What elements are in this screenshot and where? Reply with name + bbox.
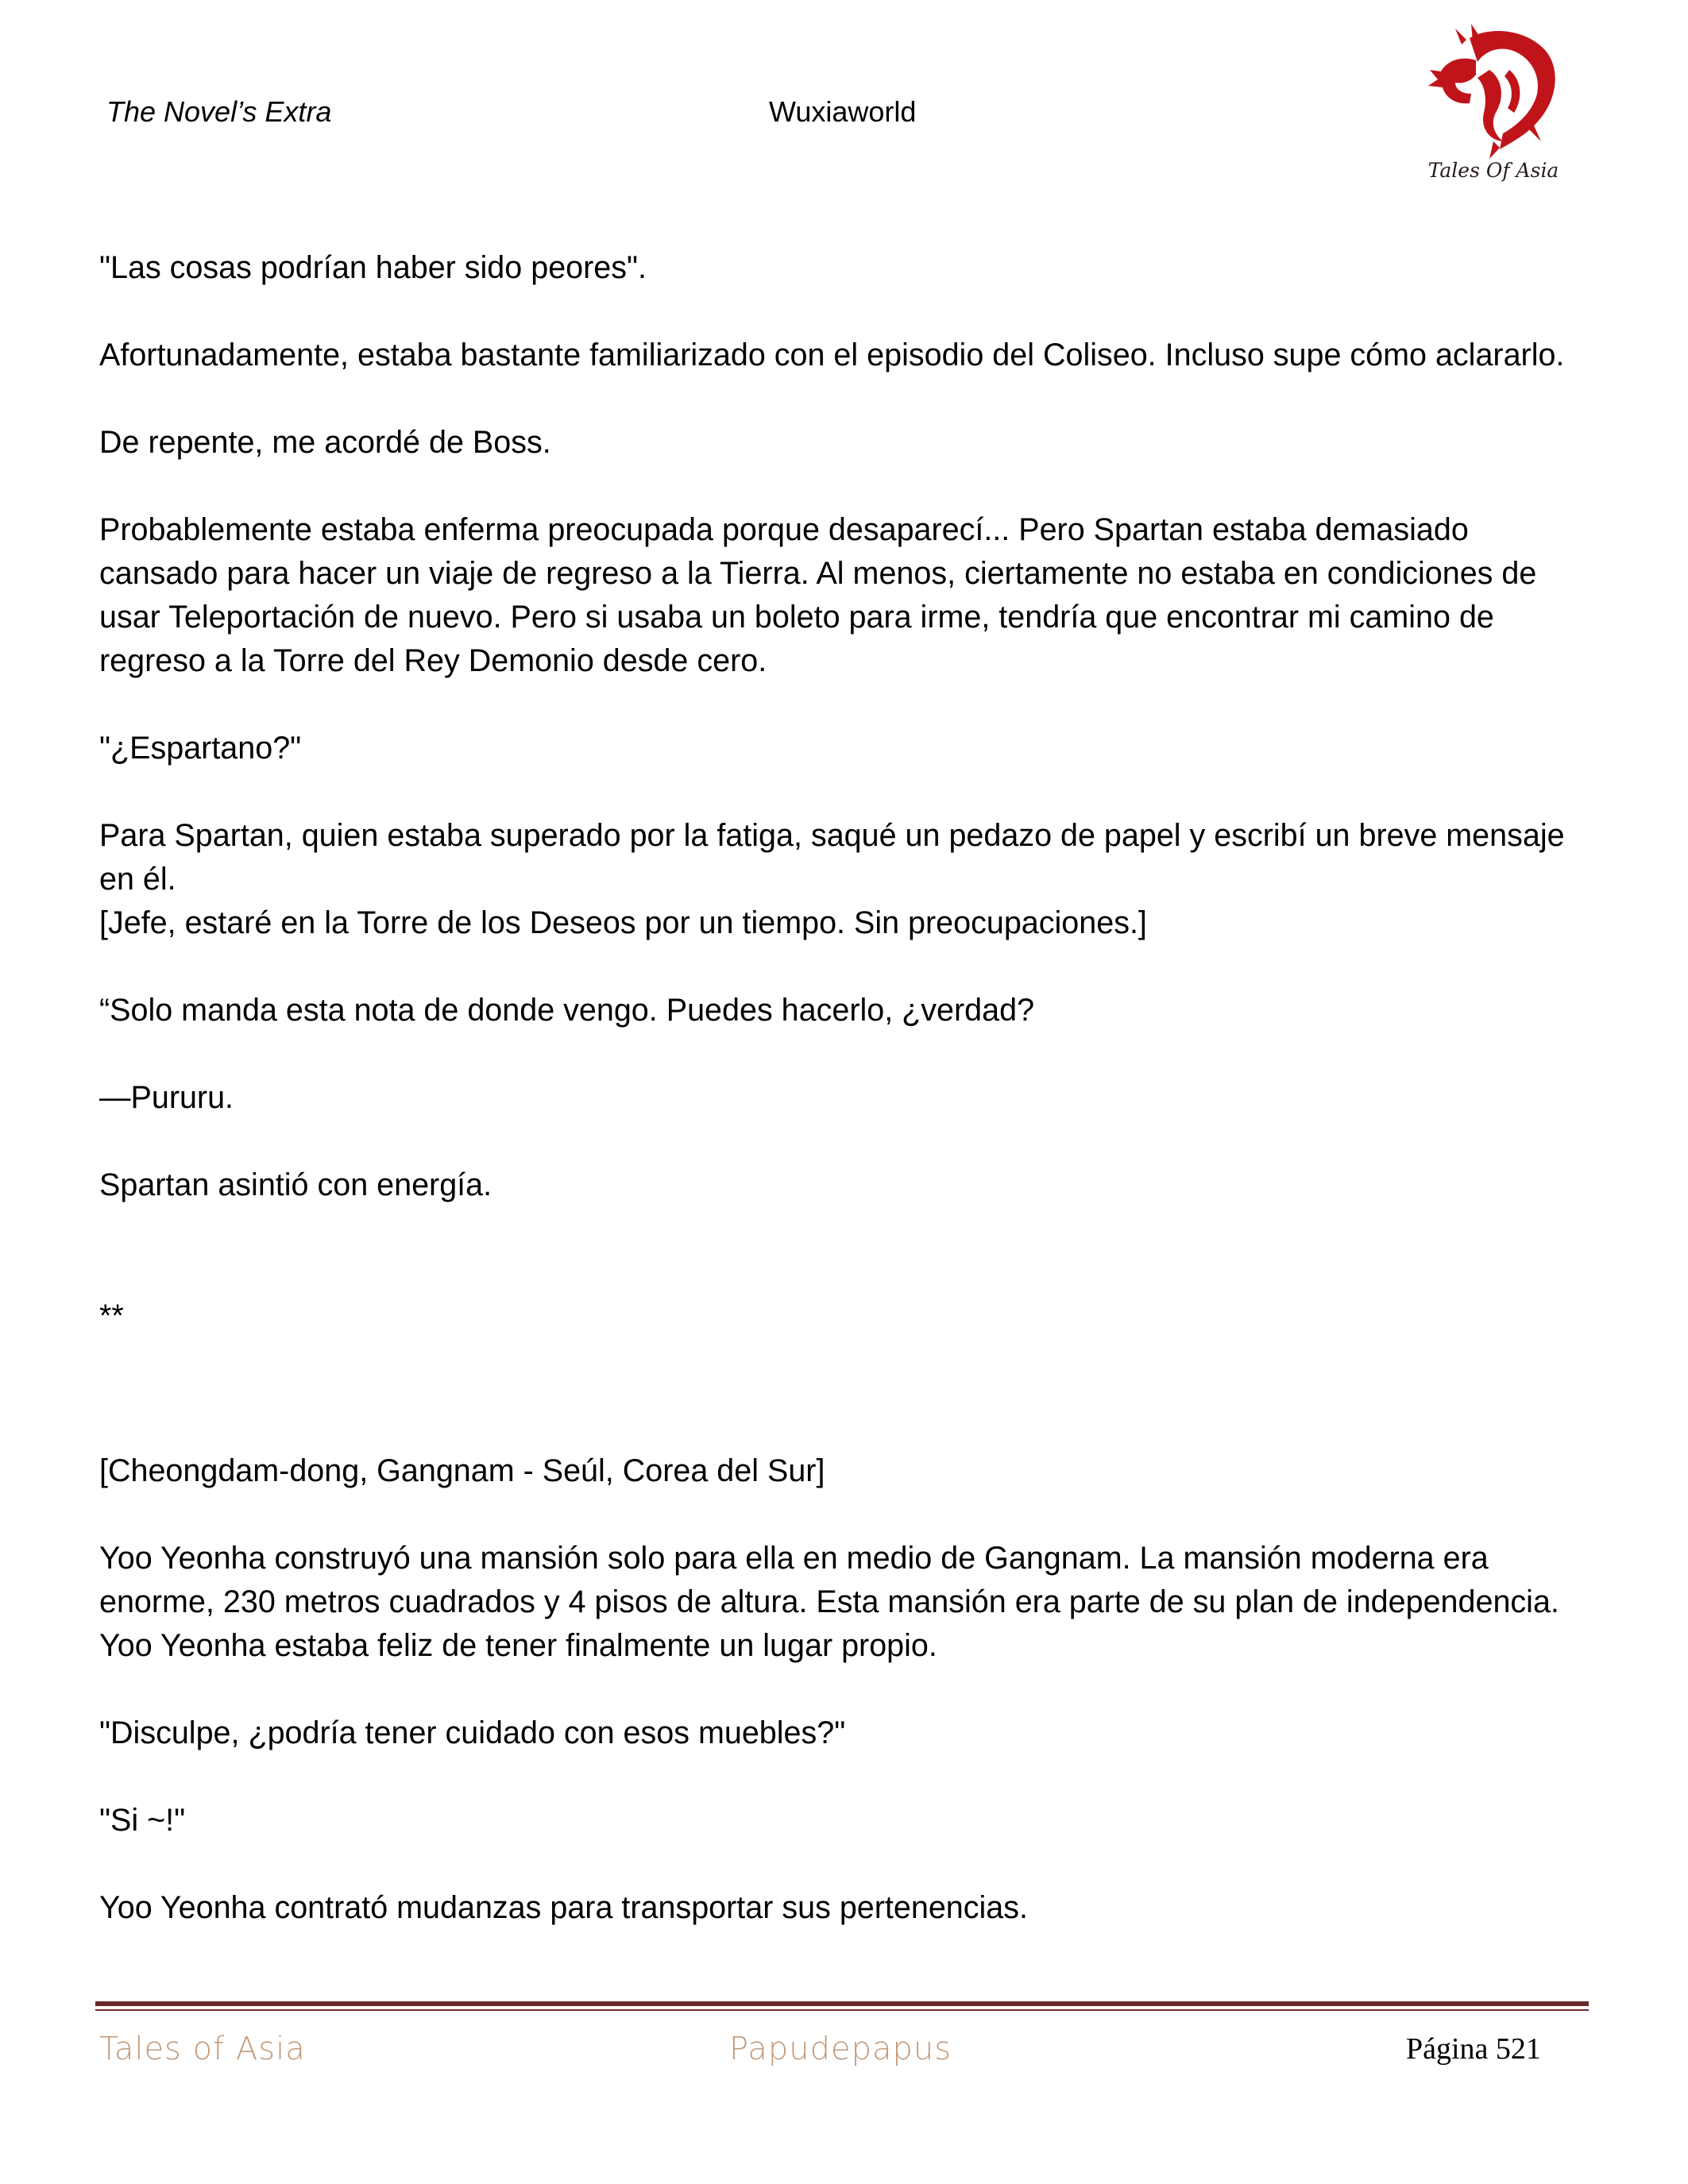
paragraph: "Las cosas podrían haber sido peores". — [99, 250, 647, 285]
header-site-name: Wuxiaworld — [769, 95, 917, 128]
page-number: Página 521 — [1406, 2032, 1541, 2066]
paragraph: [Jefe, estaré en la Torre de los Deseos por un tiempo. Sin preocupaciones.] — [99, 905, 1147, 940]
header-book-title: The Novel’s Extra — [106, 95, 332, 128]
tales-of-asia-logo — [1414, 22, 1573, 189]
section-separator: ** — [99, 1298, 124, 1333]
paragraph: Spartan asintió con energía. — [99, 1167, 492, 1202]
paragraph: Afortunadamente, estaba bastante familiarizado con el episodio del Coliseo. Incluso supe cómo aclararlo. — [99, 338, 1565, 372]
paragraph: "¿Espartano?" — [99, 731, 302, 766]
paragraph: De repente, me acordé de Boss. — [99, 425, 551, 460]
document-body — [99, 246, 1593, 1930]
paragraph: "Disculpe, ¿podría tener cuidado con esos muebles?" — [99, 1715, 846, 1750]
location-heading: [Cheongdam-dong, Gangnam - Seúl, Corea del Sur] — [99, 1453, 825, 1488]
red-dragon-icon — [1414, 22, 1573, 161]
footer-left-text: Tales of Asia — [99, 2031, 306, 2067]
paragraph: "Si ~!" — [99, 1803, 186, 1838]
paragraph: —Pururu. — [99, 1080, 234, 1115]
paragraph: Probablemente estaba enferma preocupada porque desaparecí... Pero Spartan estaba demasiado cansado para hacer un viaje de regreso a la Tierra. Al menos, ciertamente no estaba en condiciones de usar Teleportación de nuevo. Pero si usaba un boleto para irme, tendría que encontrar mi camino de regreso a la Torre del Rey Demonio desde cero. — [99, 512, 1537, 678]
logo-text: Tales Of Asia — [1427, 159, 1559, 182]
paragraph: Para Spartan, quien estaba superado por la fatiga, saqué un pedazo de papel y escribí un breve mensaje en él. — [99, 818, 1565, 897]
paragraph: “Solo manda esta nota de donde vengo. Puedes hacerlo, ¿verdad? — [99, 993, 1035, 1028]
footer-center-text: Papudepapus — [729, 2031, 952, 2067]
paragraph: Yoo Yeonha contrató mudanzas para transportar sus pertenencias. — [99, 1890, 1028, 1925]
footer-rule-thin — [95, 2009, 1589, 2011]
paragraph: Yoo Yeonha construyó una mansión solo para ella en medio de Gangnam. La mansión moderna era enorme, 230 metros cuadrados y 4 pisos de altura. Esta mansión era parte de su plan de independencia. Yoo Yeonha estaba feliz de tener finalmente un lugar propio. — [99, 1541, 1559, 1663]
footer-rule-thick — [95, 2001, 1589, 2006]
